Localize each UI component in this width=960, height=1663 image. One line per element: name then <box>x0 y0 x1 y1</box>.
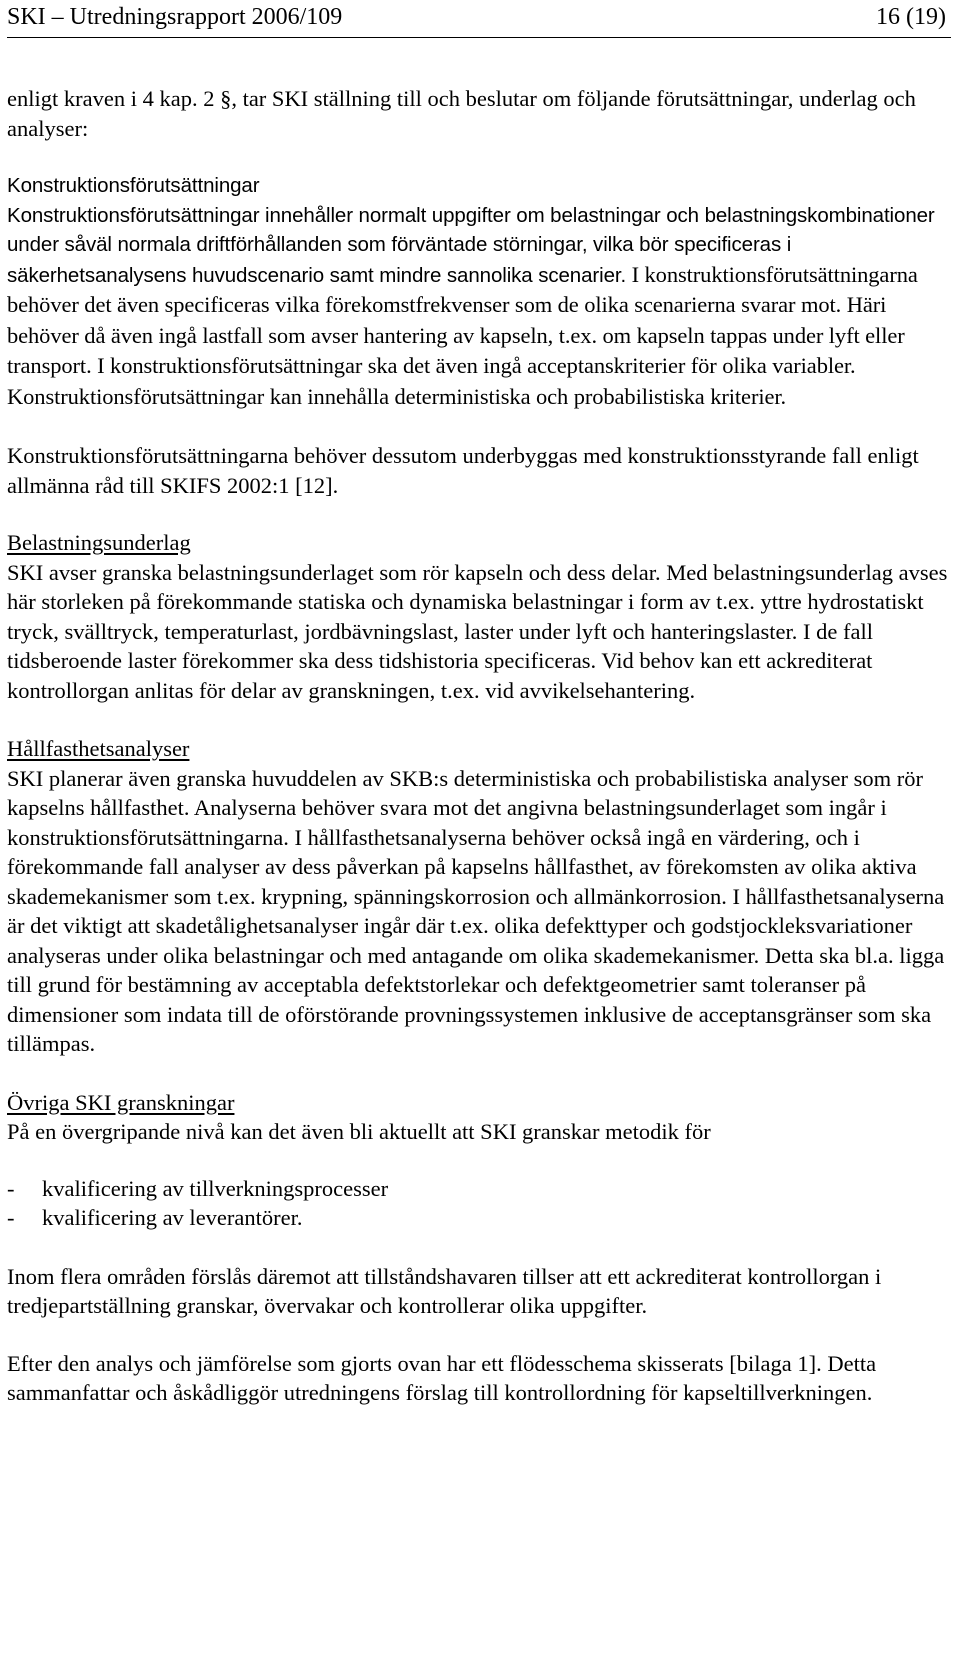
konstruktion-paragraph-serif: I konstruktionsförutsättningarna behöver det även specificeras vilka förekomstfrekvenser som de olika scenarierna svarar mot. Häri behöver då även ingå lastfall som avser hantering av kapseln, t.ex. om kapseln tappas under lyft eller transport. I konstruktionsförutsättningar ska det även ingå acceptanskriterier för olika variabler. Konstruktionsförutsättningar kan innehålla deterministiska och probabilistiska kriterier. <box>7 261 918 409</box>
spacer <box>7 500 951 528</box>
list-item-text: kvalificering av tillverkningsprocesser <box>42 1175 389 1201</box>
list-dash: - <box>7 1175 15 1201</box>
belastning-paragraph: SKI avser granska belastningsunderlaget som rör kapseln och dess delar. Med belastningsunderlag avses här storleken på förekommande statiska och dynamiska belastningar i form av t.ex. yttre hydrostatiskt tryck, svälltryck, temperaturlast, jordbävningslast, laster under lyft och hanteringslaster. I de fall tidsberoende laster förekommer ska dess tidshistoria specificeras. Vid behov kan ett ackrediterat kontrollorgan anlitas för delar av granskningen, t.ex. vid avvikelsehantering. <box>7 559 948 703</box>
konstruktion-paragraph <box>7 201 951 413</box>
section-heading-konstruktion: Konstruktionsförutsättningar <box>7 174 260 197</box>
hallfasthet-paragraph: SKI planerar även granska huvuddelen av SKB:s deterministiska och probabilistiska analyser som rör kapselns hållfasthet. Analyserna behöver svara mot det angivna belastningsunderlaget som ingår i konstruktionsförutsättningarna. I hållfasthetsanalyserna behöver också ingå en värdering, och i förekommande fall analyser av dess påverkan på kapselns hållfasthet, av förekomsten av olika aktiva skademekanismer som t.ex. krypning, spänningskorrosion och allmänkorrosion. I hållfasthetsanalyserna är det viktigt att skadetålighetsanalyser ingår där t.ex. olika defekttyper och godstjockleksvariationer analyseras under olika belastningar och med antagande om olika skademekanismer. Detta ska bl.a. ligga till grund för bestämning av acceptabla defektstorlekar och defektgeometrier samt toleranser på dimensioner som indata till de oförstörande provningssystemen inklusive de acceptansgränser som ska tillämpas. <box>7 765 945 1056</box>
report-title: SKI – Utredningsrapport 2006/109 <box>7 4 343 30</box>
page-header <box>7 0 951 38</box>
intro-paragraph: enligt kraven i 4 kap. 2 §, tar SKI ställning till och beslutar om följande förutsättningar, underlag och analyser: <box>7 86 916 141</box>
spacer <box>7 143 951 171</box>
spacer <box>7 412 951 441</box>
section-heading-ovriga: Övriga SKI granskningar <box>7 1089 235 1115</box>
review-method-list <box>7 1174 951 1233</box>
list-dash: - <box>7 1205 15 1230</box>
list-item <box>7 1174 951 1204</box>
spacer <box>7 1059 951 1088</box>
spacer <box>7 1321 951 1349</box>
ovriga-paragraph-3: Efter den analys och jämförelse som gjorts ovan har ett flödesschema skisserats [bilaga 1]. Detta sammanfattar och åskådliggör utredningens förslag till kontrollordning för kapseltillverkningen. <box>7 1350 877 1405</box>
list-item-text: kvalificering av leverantörer. <box>42 1205 303 1230</box>
spacer <box>7 1147 951 1174</box>
section-heading-belastning: Belastningsunderlag <box>7 530 191 555</box>
spacer <box>7 705 951 734</box>
konstruktion-paragraph-2: Konstruktionsförutsättningarna behöver dessutom underbyggas med konstruktionsstyrande fall enligt allmänna råd till SKIFS 2002:1 [12]. <box>7 443 919 498</box>
page-number: 16 (19) <box>876 4 946 30</box>
section-heading-hallfasthet: Hållfasthetsanalyser <box>7 736 190 761</box>
ovriga-paragraph-2: Inom flera områden förslås däremot att tillståndshavaren tillser att ett ackrediterat kontrollorgan i tredjepartställning granskar, övervakar och kontrollerar olika uppgifter. <box>7 1263 882 1318</box>
konstruktion-paragraph-sans: Konstruktionsförutsättningar innehåller normalt uppgifter om belastningar och belastningskombinationer under såväl normala driftförhållanden som förväntade störningar, vilka bör specificeras i säkerhetsanalysens huvudscenario samt mindre sannolika scenarier. <box>7 203 935 287</box>
section-konstruktion <box>7 171 951 412</box>
list-item <box>7 1203 951 1233</box>
ovriga-paragraph: På en övergripande nivå kan det även bli aktuellt att SKI granskar metodik för <box>7 1119 711 1144</box>
document-body <box>7 84 951 1408</box>
spacer <box>7 1233 951 1262</box>
